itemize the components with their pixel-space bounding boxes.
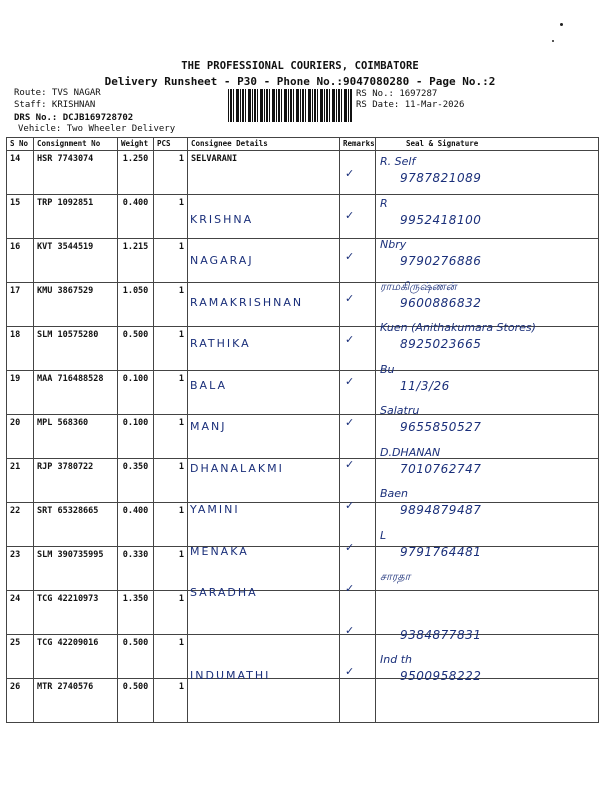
handwritten-consignee-name: NAGARAJ [190, 254, 254, 267]
col-header-consignment: Consignment No [34, 138, 118, 151]
handwritten-phone: 11/3/26 [400, 378, 450, 393]
consignee-details: SELVARANI [188, 151, 340, 195]
table-row [7, 459, 599, 503]
weight-value: 1.350 [118, 591, 154, 635]
runsheet-table [6, 137, 599, 723]
col-header-sno: S No [7, 138, 34, 151]
handwritten-phone: 9787821089 [400, 171, 482, 185]
row-sno: 17 [7, 283, 34, 327]
weight-value: 1.215 [118, 239, 154, 283]
row-sno: 23 [7, 547, 34, 591]
handwritten-signature: ராமகிருஷ்ணன் [380, 279, 457, 293]
remark-tick-mark: ✓ [345, 291, 355, 305]
handwritten-consignee-name: KRISHNA [190, 212, 254, 226]
consignment-number: TCG 42210973 [34, 591, 118, 635]
handwritten-consignee-name: INDUMATHI [190, 669, 271, 682]
handwritten-phone: 9894879487 [400, 503, 482, 517]
remark-tick-mark: ✓ [345, 540, 355, 554]
handwritten-signature: சாரதா [380, 570, 411, 583]
drs-number: DRS No.: DCJB169728702 [14, 113, 134, 123]
remarks-cell [340, 283, 376, 327]
weight-value: 0.500 [118, 635, 154, 679]
route-info: Route: TVS NAGAR [14, 88, 101, 98]
table-row [7, 547, 599, 591]
weight-value: 0.400 [118, 195, 154, 239]
vehicle-info: Vehicle: Two Wheeler Delivery [18, 124, 176, 134]
pcs-count: 1 [154, 591, 188, 635]
consignment-number: SLM 390735995 [34, 547, 118, 591]
pcs-count: 1 [154, 239, 188, 283]
stray-speck [560, 23, 563, 26]
pcs-count: 1 [154, 195, 188, 239]
remark-tick-mark: ✓ [345, 665, 355, 678]
table-row [7, 151, 599, 195]
signature-cell [376, 679, 599, 723]
handwritten-phone: 8925023665 [400, 337, 482, 351]
handwritten-phone: 9500958222 [400, 669, 482, 683]
handwritten-consignee-name: SARADHA [190, 586, 258, 599]
row-sno: 19 [7, 371, 34, 415]
handwritten-signature: D.DHANAN [380, 445, 441, 459]
weight-value: 0.400 [118, 503, 154, 547]
weight-value: 1.050 [118, 283, 154, 327]
col-header-remarks: Remarks [340, 138, 376, 151]
weight-value: 0.500 [118, 327, 154, 371]
table-row [7, 679, 599, 723]
pcs-count: 1 [154, 283, 188, 327]
handwritten-signature: Salatru [380, 404, 420, 417]
weight-value: 0.100 [118, 415, 154, 459]
remark-tick-mark: ✓ [345, 457, 355, 471]
remark-tick-mark: ✓ [345, 208, 355, 222]
handwritten-consignee-name: MENAKA [190, 544, 249, 558]
table-header-row [7, 138, 599, 151]
row-sno: 21 [7, 459, 34, 503]
row-sno: 15 [7, 195, 34, 239]
handwritten-consignee-name: MANJ [190, 420, 227, 433]
table-row [7, 591, 599, 635]
pcs-count: 1 [154, 327, 188, 371]
company-title: THE PROFESSIONAL COURIERS, COIMBATORE [181, 60, 419, 72]
remark-tick-mark: ✓ [345, 333, 355, 346]
weight-value: 0.350 [118, 459, 154, 503]
handwritten-phone: 9790276886 [400, 254, 482, 268]
col-header-weight: Weight [118, 138, 154, 151]
remark-tick-mark: ✓ [345, 416, 355, 429]
table-row [7, 635, 599, 679]
consignment-number: SLM 10575280 [34, 327, 118, 371]
remark-tick-mark: ✓ [345, 499, 355, 512]
rs-number: RS No.: 1697287 [356, 89, 438, 99]
table-row [7, 415, 599, 459]
handwritten-signature: Ind th [380, 653, 412, 666]
col-header-pcs: PCS [154, 138, 188, 151]
consignment-number: HSR 7743074 [34, 151, 118, 195]
consignment-number: MAA 716488528 [34, 371, 118, 415]
handwritten-signature: R. Self [380, 155, 416, 168]
row-sno: 20 [7, 415, 34, 459]
pcs-count: 1 [154, 459, 188, 503]
handwritten-phone: 9655850527 [400, 420, 482, 434]
consignment-number: MTR 2740576 [34, 679, 118, 723]
staff-info: Staff: KRISHNAN [14, 100, 96, 110]
pcs-count: 1 [154, 415, 188, 459]
handwritten-phone: 9384877831 [400, 627, 482, 642]
handwritten-phone: 9791764481 [400, 544, 482, 559]
row-sno: 25 [7, 635, 34, 679]
handwritten-consignee-name: BALA [190, 378, 227, 392]
consignment-number: TRP 1092851 [34, 195, 118, 239]
handwritten-signature: Nbry [380, 238, 407, 251]
consignment-number: KVT 3544519 [34, 239, 118, 283]
handwritten-consignee-name: RATHIKA [190, 337, 251, 350]
col-header-consignee: Consignee Details [188, 138, 340, 151]
pcs-count: 1 [154, 503, 188, 547]
consignment-number: KMU 3867529 [34, 283, 118, 327]
weight-value: 0.500 [118, 679, 154, 723]
consignment-number: RJP 3780722 [34, 459, 118, 503]
remarks-cell [340, 679, 376, 723]
handwritten-phone: 9952418100 [400, 212, 482, 227]
row-sno: 22 [7, 503, 34, 547]
stray-speck [552, 40, 554, 42]
handwritten-consignee-name: RAMAKRISHNAN [190, 295, 304, 309]
row-sno: 18 [7, 327, 34, 371]
remark-tick-mark: ✓ [345, 374, 355, 388]
pcs-count: 1 [154, 679, 188, 723]
col-header-signature: Seal & Signature [376, 138, 599, 151]
consignee-details [188, 371, 340, 415]
runsheet-subtitle: Delivery Runsheet - P30 - Phone No.:9047080280 - Page No.:2 [104, 75, 496, 88]
handwritten-consignee-name: DHANALAKMI [190, 461, 284, 475]
row-sno: 14 [7, 151, 34, 195]
weight-value: 1.250 [118, 151, 154, 195]
consignee-details [188, 679, 340, 723]
pcs-count: 1 [154, 371, 188, 415]
weight-value: 0.100 [118, 371, 154, 415]
consignment-number: MPL 568360 [34, 415, 118, 459]
consignment-number: SRT 65328665 [34, 503, 118, 547]
handwritten-phone: 7010762747 [400, 461, 482, 476]
weight-value: 0.330 [118, 547, 154, 591]
pcs-count: 1 [154, 547, 188, 591]
handwritten-signature: Bu [380, 362, 395, 376]
row-sno: 26 [7, 679, 34, 723]
pcs-count: 1 [154, 151, 188, 195]
handwritten-signature: Kuen (Anithakumara Stores) [380, 321, 536, 334]
handwritten-consignee-name: YAMINI [190, 503, 240, 516]
remark-tick-mark: ✓ [345, 623, 355, 637]
rs-date: RS Date: 11-Mar-2026 [356, 100, 465, 110]
handwritten-signature: Baen [380, 487, 409, 500]
handwritten-signature: R [380, 196, 388, 210]
table-row [7, 195, 599, 239]
row-sno: 16 [7, 239, 34, 283]
remark-tick-mark: ✓ [345, 582, 355, 595]
handwritten-signature: L [380, 528, 387, 542]
remark-tick-mark: ✓ [345, 250, 355, 263]
handwritten-phone: 9600886832 [400, 295, 482, 310]
table-row [7, 371, 599, 415]
barcode [228, 89, 352, 122]
row-sno: 24 [7, 591, 34, 635]
consignment-number: TCG 42209016 [34, 635, 118, 679]
remark-tick-mark: ✓ [345, 167, 355, 180]
table-row [7, 239, 599, 283]
pcs-count: 1 [154, 635, 188, 679]
table-row [7, 503, 599, 547]
